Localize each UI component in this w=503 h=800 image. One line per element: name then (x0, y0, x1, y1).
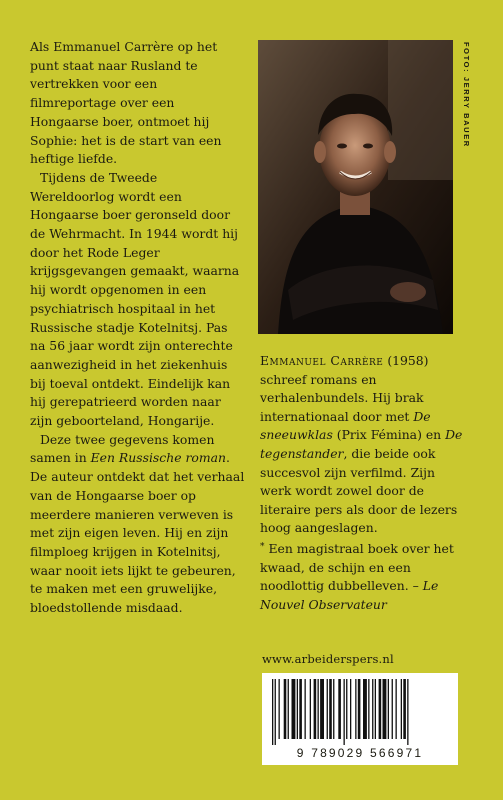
barcode-bar (305, 679, 306, 739)
barcode-bar (318, 679, 319, 739)
quote-source: Le Nouvel Observateur (260, 578, 439, 612)
barcode-bar (329, 679, 332, 739)
barcode-bar (333, 679, 334, 739)
book-title: Een Russische roman (90, 450, 226, 466)
barcode-bar (375, 679, 376, 739)
book-title-1: De sneeuwklas (260, 408, 431, 443)
barcode-bar (327, 679, 328, 739)
barcode-bar (358, 679, 361, 739)
barcode-bar (297, 679, 298, 739)
bio-text-1: schreef romans en verhalenbundels. Hij brak internationaal door met (260, 371, 424, 424)
blurb-p3-after: . De auteur ontdekt dat het verhaal van de Hongaarse boer op meerdere manieren verweven is met zijn eigen leven. Hij en zijn filmploeg krijgen in Kotelnitsj, waar nooit iets lijkt te gebeuren, te maken met een gruwelijke, bloedstollende misdaad. (30, 450, 245, 616)
barcode-bar (310, 679, 311, 739)
barcode-bar (314, 679, 317, 739)
quote-mark: * (260, 542, 265, 552)
barcode (262, 673, 458, 765)
barcode-bar (275, 679, 276, 745)
barcode-bar (292, 679, 296, 739)
barcode-number: 9 789029 566971 (296, 746, 424, 760)
author-photo (258, 40, 453, 334)
barcode-bar (320, 679, 324, 739)
blurb-p3-before: Deze twee gegevens komen samen in (30, 431, 215, 466)
author-bio (260, 352, 465, 538)
barcode-bar (363, 679, 367, 739)
barcode-bar (396, 679, 397, 739)
barcode-bar (288, 679, 289, 739)
barcode-bar (407, 679, 408, 745)
author-name: Emmanuel Carrère (260, 353, 384, 368)
blurb-paragraph-3 (30, 431, 245, 618)
barcode-bar (279, 679, 280, 739)
barcode-bar (346, 679, 347, 739)
blurb-paragraph-2: Tijdens de Tweede Wereldoorlog wordt een Hongaarse boer geronseld door de Wehrmacht. In 1944 wordt hij door het Rode Leger krijgsgevangen gemaakt, waarna hij wordt opgenomen in een psychiatrisch hospitaal in het Russische stadje Kotelnitsj. Pas na 56 jaar wordt zijn onterechte aanwezigheid in het ziekenhuis bij toeval ontdekt. Eindelijk kan hij gerepatrieerd worden naar zijn geboorteland, Hongarije. (30, 169, 240, 429)
barcode-bar (368, 679, 369, 739)
quote-text: Een magistraal boek over het kwaad, de schijn en een noodlottig dubbelleven. – (260, 541, 454, 594)
barcode-bar (383, 679, 387, 739)
barcode-bar (299, 679, 302, 739)
author-birth-year: (1958) (383, 353, 429, 368)
barcode-bar (338, 679, 341, 739)
publisher-url[interactable]: www.arbeiderspers.nl (262, 652, 394, 666)
blurb-paragraph-1: Als Emmanuel Carrère op het punt staat naar Rusland te vertrekken voor een filmreportage over een Hongaarse boer, ontmoet hij Sophie: het is de start van een heftige liefde. (30, 39, 222, 167)
barcode-bars (270, 679, 450, 745)
barcode-bar (350, 679, 351, 739)
barcode-bar (284, 679, 287, 739)
barcode-bar (355, 679, 356, 739)
book-title-2: De tegenstander (260, 427, 463, 461)
barcode-bar (388, 679, 389, 739)
barcode-bar (392, 679, 393, 739)
barcode-bar (344, 679, 345, 745)
review-quote (260, 538, 465, 614)
barcode-bar (272, 679, 273, 745)
photo-credit: FOTO: JERRY BAUER (462, 42, 471, 148)
bio-text-3: , die beide ook succesvol zijn verfilmd. Zijn werk wordt zowel door de literaire pers als door de lezers hoog aangeslagen. (260, 445, 458, 536)
barcode-bar (379, 679, 382, 739)
blurb-column (30, 38, 245, 618)
bio-text-2: (Prix Fémina) en (332, 427, 446, 443)
barcode-bar (403, 679, 406, 739)
barcode-bar (401, 679, 402, 739)
barcode-bar (372, 679, 373, 739)
